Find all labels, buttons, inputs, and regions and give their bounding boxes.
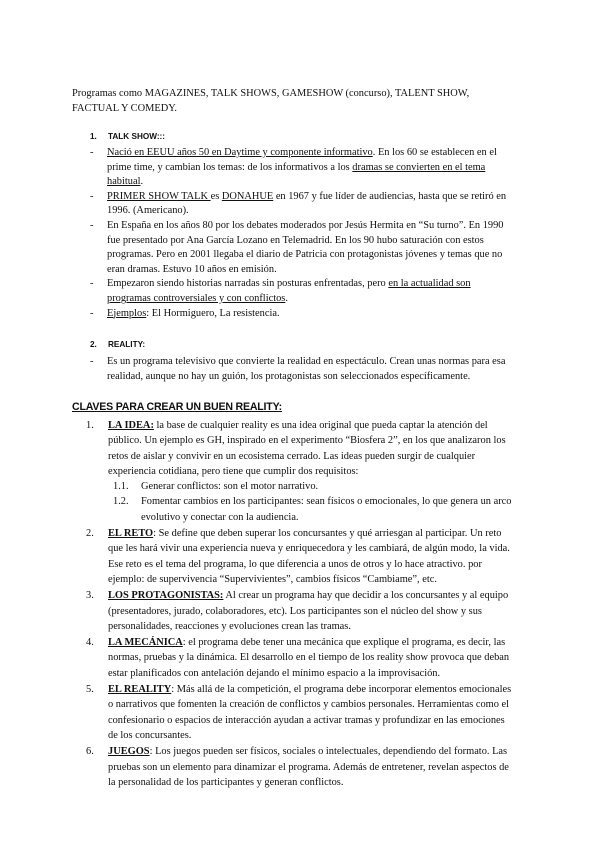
item-heading: LOS PROTAGONISTAS: (108, 590, 224, 602)
item-text: Empezaron siendo historias narradas sin posturas enfrentadas, pero (107, 278, 389, 290)
item-text: . (285, 292, 288, 304)
item-text: En España en los años 80 por los debates moderados por Jesús Hermita en “Su turno”. En 1990 fue presentado por Ana García Lozano en Telemadrid. En los 90 hubo saturación con estos programas. Pero en 2001 llegaba el diario de Patricia con protagonistas jóvenes y temas que no eran dramas. Estuvo 10 años en emisión. (107, 219, 504, 275)
sub-list-item (113, 494, 514, 525)
list-item (86, 588, 514, 634)
sub-list-item (113, 479, 514, 494)
list-item (86, 418, 514, 525)
item-text: : El Hormiguero, La resistencia. (146, 307, 280, 319)
item-heading: JUEGOS (108, 746, 150, 758)
item-heading: EL REALITY (108, 684, 172, 696)
section-2-title: REALITY: (108, 340, 146, 349)
item-text: es (210, 190, 222, 202)
item-text: . En los 60 se establecen en el prime time, y cambian los temas: de los informativos a los (107, 147, 497, 173)
item-number: 3. (86, 590, 94, 602)
item-number: 5. (86, 684, 94, 696)
list-item: - PRIMER SHOW TALK es DONAHUE en 1967 y fue líder de audiencias, hasta que se retiró en 1996. (Americano). (90, 190, 507, 217)
item-underlined-text: en la actualidad son programas controversiales y con conflictos (107, 278, 471, 304)
list-item: - Empezaron siendo historias narradas sin posturas enfrentadas, pero en la actualidad son programas controversiales y con conflictos. (90, 278, 471, 304)
sub-item-number: 1.2. (113, 496, 129, 508)
list-item: - Ejemplos: El Hormiguero, La resistencia. (90, 307, 280, 319)
item-text: . (140, 176, 144, 188)
item-text: : Se define que deben superar los concursantes y qué arriesgan al participar. Un reto que les hará vivir una experiencia nueva y enriquecedora y les cambiará, de algún modo, la vida. Ese reto es el tema del programa, lo que diferencia a unos de otros y lo hace atractivo. por ejemplo: de supervivencia “Supervivientes”, cambios físicos “Cambiame”, etc. (108, 528, 510, 585)
list-item: - En España en los años 80 por los debates moderados por Jesús Hermita en “Su turno”. En 1990 fue presentado por Ana García Lozano en Telemadrid. En los 90 hubo saturación con estos programas. Pero en 2001 llegaba el diario de Patricia con protagonistas jóvenes y temas que no eran dramas. Estuvo 10 años en emisión. (90, 219, 504, 275)
item-text: : el programa debe tener una mecánica que explique el programa, es decir, las normas, pruebas y la dinámica. El desarrollo en el tiempo de los reality show provoca que deban estar planificados con antelación dejando el mínimo espacio a la improvisación. (108, 637, 510, 679)
item-number: 2. (86, 528, 94, 540)
sub-item-text: Fomentar cambios en los participantes: sean físicos o emocionales, lo que genera un arco evolutivo y conectar con la audiencia. (141, 496, 512, 523)
section-1-number: 1. (90, 132, 97, 141)
section-1-title: TALK SHOW::: (108, 132, 165, 141)
list-item: - Es un programa televisivo que convierte la realidad en espectáculo. Crean unas normas para esa realidad, aunque no hay un guión, los protagonistas son seleccionados específicamente. (90, 356, 506, 382)
item-number: 6. (86, 746, 94, 758)
sub-item-text: Generar conflictos: son el motor narrativo. (141, 481, 319, 493)
item-heading: EL RETO (108, 528, 154, 540)
item-text: Es un programa televisivo que convierte la realidad en espectáculo. Crean unas normas para esa realidad, aunque no hay un guión, los protagonistas son seleccionados específicamente. (107, 356, 506, 382)
item-underlined-text: Ejemplos (107, 307, 147, 319)
item-underlined-text: DONAHUE (221, 190, 274, 202)
item-text: Al crear un programa hay que decidir a los concursantes y al equipo (presentadores, jurado, colaboradores, etc). Los participantes son el núcleo del show y sus personalidades, reacciones y evoluciones crean las tramas. (108, 590, 509, 632)
item-number: 4. (86, 637, 94, 649)
list-item (86, 744, 514, 790)
item-text: la base de cualquier reality es una idea original que pueda captar la atención del público. Un ejemplo es GH, inspirado en el experimento “Biosfera 2”, en los que analizaron los retos de aislar y convivir en un ecosistema cerrado. Las ideas pueden surgir de cualquier experiencia cotidiana, pero tiene que cumplir dos requisitos: (108, 420, 506, 477)
item-heading: LA MECÁNICA (108, 637, 183, 649)
list-item (86, 635, 514, 681)
item-underlined-text: Nació en EEUU años 50 en Daytime y componente informativo (107, 147, 373, 158)
item-text: : Más allá de la competición, el programa debe incorporar elementos emocionales o narrativos que fomenten la creación de conflictos y cambios personales. Herramientas como el confesionario o espacios de interacción ayudan a activar tramas y profundizar en las emociones de los concursantes. (108, 684, 512, 741)
item-heading: LA IDEA: (108, 420, 154, 431)
section-2-number: 2. (90, 340, 97, 349)
intro-paragraph: Programas como MAGAZINES, TALK SHOWS, GAMESHOW (concurso), TALENT SHOW, FACTUAL Y COMEDY. (72, 88, 470, 114)
claves-heading: CLAVES PARA CREAR UN BUEN REALITY: (72, 401, 282, 413)
claves-list (86, 418, 514, 791)
item-text: : Los juegos pueden ser físicos, sociales o intelectuales, dependiendo del formato. Las pruebas son un elemento para dinamizar el programa. Además de entretener, revelan aspectos de la personalidad de los participantes y generan conflictos. (108, 746, 509, 788)
section-2-list (90, 355, 508, 384)
list-item (86, 526, 514, 587)
item-underlined-text: PRIMER SHOW TALK (107, 190, 211, 202)
list-item (86, 682, 514, 743)
item-number: 1. (86, 420, 94, 431)
item-text: en 1967 y fue líder de audiencias, hasta que se retiró en 1996. (Americano). (107, 190, 507, 217)
sub-item-number: 1.1. (113, 481, 129, 493)
item-underlined-text: dramas se convierten en el tema habitual (107, 161, 486, 188)
section-1-list (90, 146, 508, 321)
list-item: - Nació en EEUU años 50 en Daytime y componente informativo. En los 60 se establecen en el prime time, y cambian los temas: de los informativos a los dramas se convierten en el tema habitual. (90, 147, 497, 188)
